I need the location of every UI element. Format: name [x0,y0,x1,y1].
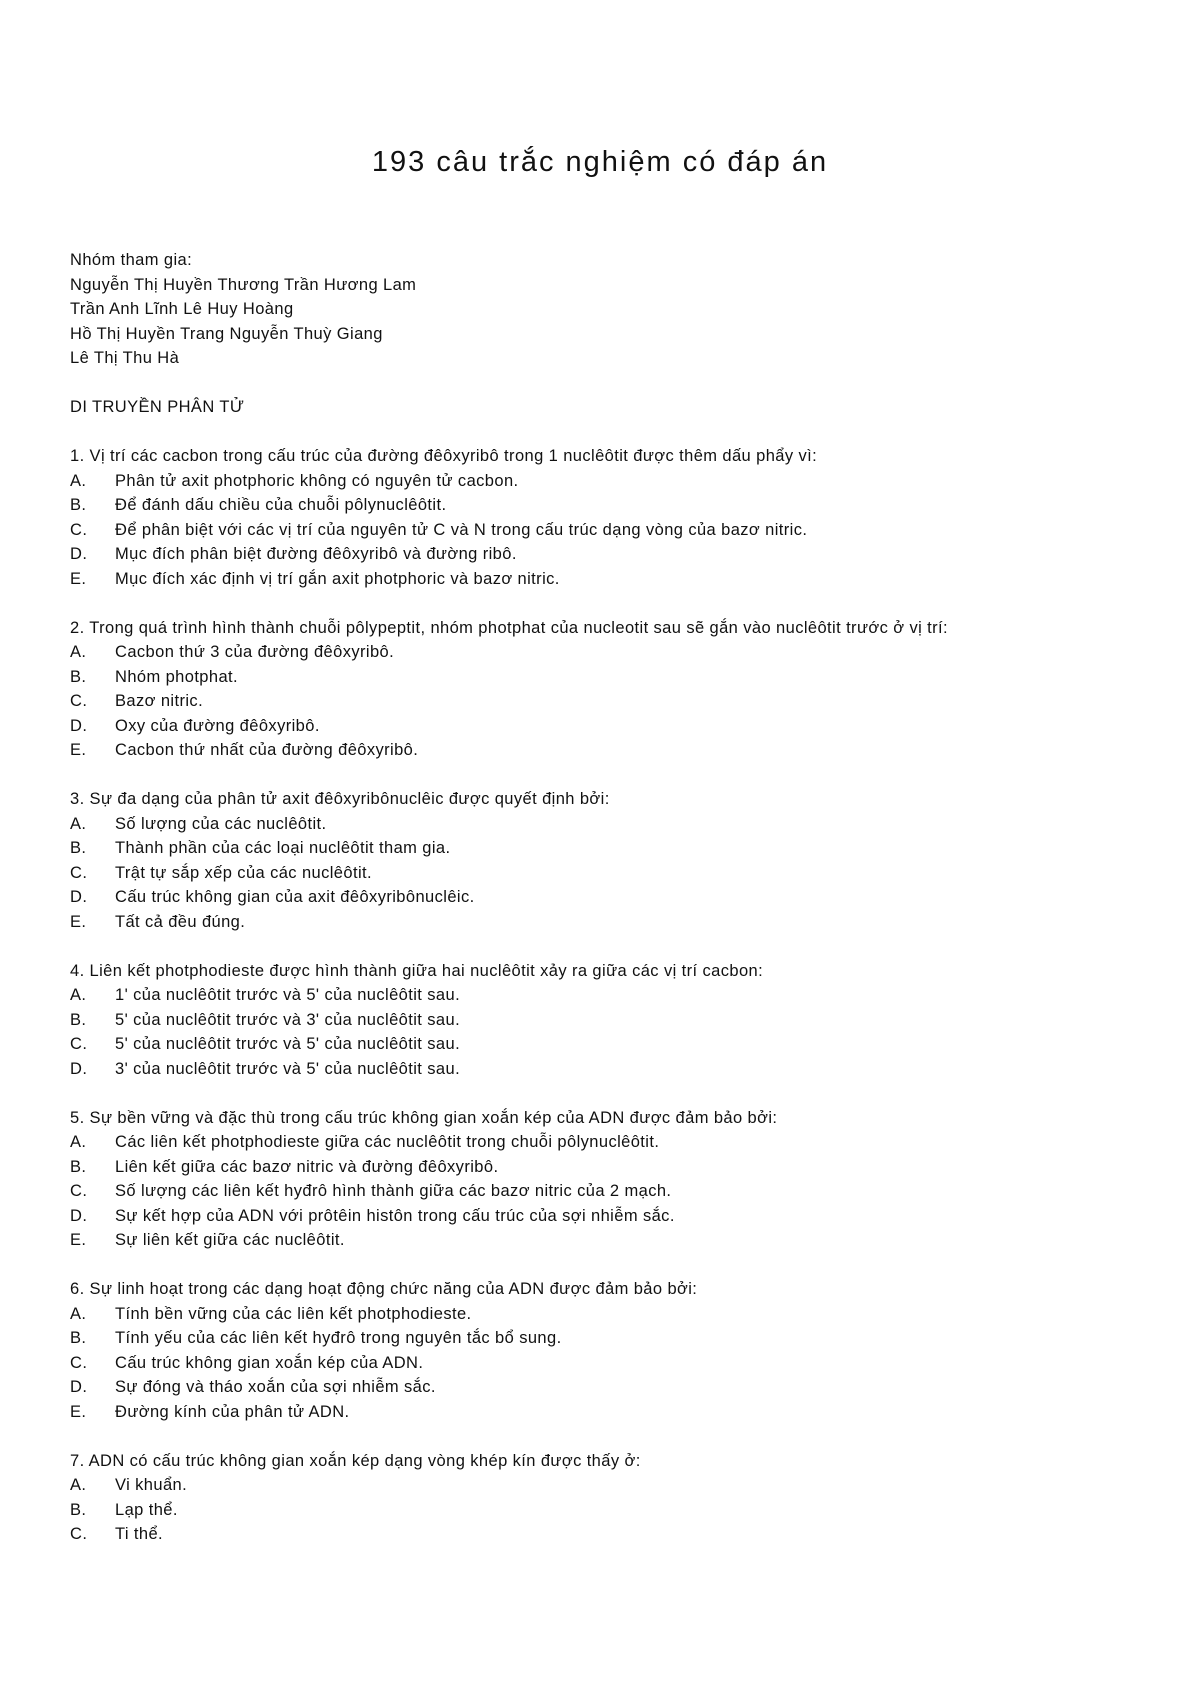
option-letter: E. [70,912,87,931]
option-c [70,1032,1150,1057]
option-text: Liên kết giữa các bazơ nitric và đường đêôxyribô. [115,1157,499,1176]
option-c [70,861,1150,886]
option-letter: D. [70,1059,88,1078]
option-letter: E. [70,1402,87,1421]
option-text: Tính bền vững của các liên kết photphodieste. [115,1304,472,1323]
question-2 [70,616,1150,763]
question-1 [70,444,1150,591]
option-b [70,1008,1150,1033]
members-label: Nhóm tham gia: [70,251,193,269]
option-text: 5' của nuclêôtit trước và 3' của nuclêôtit sau. [115,1010,461,1029]
option-letter: C. [70,1035,88,1053]
question-5 [70,1106,1150,1253]
option-text: Các liên kết photphodieste giữa các nuclêôtit trong chuỗi pôlynuclêôtit. [115,1133,660,1151]
option-c [70,689,1150,714]
option-a [70,640,1150,665]
option-text: 5' của nuclêôtit trước và 5' của nuclêôtit sau. [115,1035,461,1053]
option-text: Để đánh dấu chiều của chuỗi pôlynuclêôtit. [115,496,447,514]
option-letter: A. [70,1133,87,1151]
question-text: 6. Sự linh hoạt trong các dạng hoạt động chức năng của ADN được đảm bảo bởi: [70,1280,698,1298]
option-text: Sự liên kết giữa các nuclêôtit. [115,1231,345,1249]
option-e [70,567,1150,592]
option-text: Số lượng các liên kết hyđrô hình thành giữa các bazơ nitric của 2 mạch. [115,1182,672,1200]
option-text: 3' của nuclêôtit trước và 5' của nuclêôtit sau. [115,1059,461,1078]
document-body [70,248,1150,1547]
option-text: Trật tự sắp xếp của các nuclêôtit. [115,863,372,882]
member-line: Nguyễn Thị Huyền Thương Trần Hương Lam [70,275,417,294]
option-text: Cacbon thứ nhất của đường đêôxyribô. [115,741,419,759]
option-c [70,518,1150,543]
option-d [70,1057,1150,1082]
option-letter: D. [70,716,88,735]
option-letter: C. [70,863,88,882]
document-title: 193 câu trắc nghiệm có đáp án [371,146,829,178]
option-letter: E. [70,569,87,588]
option-text: Oxy của đường đêôxyribô. [115,716,320,735]
option-text: Sự đóng và tháo xoắn của sợi nhiễm sắc. [115,1378,436,1396]
option-letter: D. [70,1206,88,1225]
section-heading: DI TRUYỀN PHÂN TỬ [70,398,245,416]
spacer [70,1253,1150,1278]
option-letter: C. [70,692,88,710]
option-letter: E. [70,741,87,759]
option-text: Tính yếu của các liên kết hyđrô trong nguyên tắc bổ sung. [115,1329,562,1347]
question-text: 2. Trong quá trình hình thành chuỗi pôlypeptit, nhóm photphat của nucleotit sau sẽ gắn vào nuclêôtit trước ở vị trí: [70,618,949,637]
question-7 [70,1449,1150,1547]
option-letter: A. [70,814,87,833]
option-text: Nhóm photphat. [115,667,239,686]
option-b [70,836,1150,861]
option-a [70,812,1150,837]
option-b [70,1326,1150,1351]
option-b [70,1155,1150,1180]
question-6 [70,1277,1150,1424]
option-letter: B. [70,1329,87,1347]
option-a [70,1302,1150,1327]
option-text: Thành phần của các loại nuclêôtit tham gia. [115,839,451,857]
member-line: Lê Thị Thu Hà [70,349,180,367]
spacer [70,1424,1150,1449]
option-text: 1' của nuclêôtit trước và 5' của nuclêôtit sau. [115,986,461,1004]
spacer [70,934,1150,959]
member-line: Trần Anh Lĩnh Lê Huy Hoàng [70,300,294,318]
option-text: Số lượng của các nuclêôtit. [115,814,327,833]
question-4 [70,959,1150,1082]
question-text: 3. Sự đa dạng của phân tử axit đêôxyribônuclêic được quyết định bởi: [70,790,610,808]
option-letter: D. [70,545,88,563]
option-text: Cacbon thứ 3 của đường đêôxyribô. [115,643,395,661]
question-text: 7. ADN có cấu trúc không gian xoắn kép dạng vòng khép kín được thấy ở: [70,1451,641,1470]
option-letter: A. [70,1476,87,1494]
option-letter: C. [70,1525,88,1543]
option-letter: A. [70,643,87,661]
option-letter: B. [70,1500,87,1519]
option-d [70,885,1150,910]
members-block [70,248,1150,371]
option-a [70,1130,1150,1155]
option-d [70,542,1150,567]
question-text: 5. Sự bền vững và đặc thù trong cấu trúc không gian xoắn kép của ADN được đảm bảo bởi: [70,1108,778,1127]
option-letter: B. [70,667,87,686]
option-text: Mục đích phân biệt đường đêôxyribô và đường ribô. [115,545,517,563]
option-letter: B. [70,839,87,857]
option-b [70,1498,1150,1523]
option-e [70,1228,1150,1253]
option-text: Cấu trúc không gian xoắn kép của ADN. [115,1353,424,1372]
option-d [70,714,1150,739]
spacer [70,763,1150,788]
option-text: Tất cả đều đúng. [115,912,246,931]
option-letter: B. [70,1157,87,1176]
option-letter: A. [70,1304,87,1323]
option-letter: A. [70,986,87,1004]
option-text: Bazơ nitric. [115,692,204,710]
option-text: Đường kính của phân tử ADN. [115,1402,350,1421]
member-line: Hồ Thị Huyền Trang Nguyễn Thuỳ Giang [70,324,383,343]
question-text: 1. Vị trí các cacbon trong cấu trúc của đường đêôxyribô trong 1 nuclêôtit được thêm dấu phẩy vì: [70,447,818,465]
option-letter: D. [70,1378,88,1396]
option-letter: D. [70,888,88,906]
option-c [70,1179,1150,1204]
option-text: Vi khuẩn. [115,1476,188,1494]
spacer [70,591,1150,616]
option-text: Lạp thể. [115,1500,178,1519]
question-text: 4. Liên kết photphodieste được hình thành giữa hai nuclêôtit xảy ra giữa các vị trí cacbon: [70,961,764,980]
option-b [70,493,1150,518]
option-letter: C. [70,1182,88,1200]
option-text: Để phân biệt với các vị trí của nguyên tử C và N trong cấu trúc dạng vòng của bazơ nitric. [115,520,808,539]
option-a [70,1473,1150,1498]
option-letter: B. [70,496,87,514]
option-d [70,1204,1150,1229]
question-3 [70,787,1150,934]
spacer [70,1081,1150,1106]
option-letter: C. [70,1353,88,1372]
option-a [70,469,1150,494]
option-letter: E. [70,1231,87,1249]
option-letter: B. [70,1010,87,1029]
option-letter: A. [70,471,87,490]
option-b [70,665,1150,690]
option-text: Sự kết hợp của ADN với prôtêin histôn trong cấu trúc của sợi nhiễm sắc. [115,1206,675,1225]
option-e [70,910,1150,935]
option-text: Phân tử axit photphoric không có nguyên tử cacbon. [115,471,519,490]
option-c [70,1351,1150,1376]
option-e [70,1400,1150,1425]
spacer [70,420,1150,445]
option-a [70,983,1150,1008]
option-text: Ti thể. [115,1525,164,1543]
option-text: Cấu trúc không gian của axit đêôxyribônuclêic. [115,888,475,906]
option-e [70,738,1150,763]
option-text: Mục đích xác định vị trí gắn axit photphoric và bazơ nitric. [115,569,560,588]
option-c [70,1522,1150,1547]
spacer [70,371,1150,396]
option-letter: C. [70,520,88,539]
option-d [70,1375,1150,1400]
